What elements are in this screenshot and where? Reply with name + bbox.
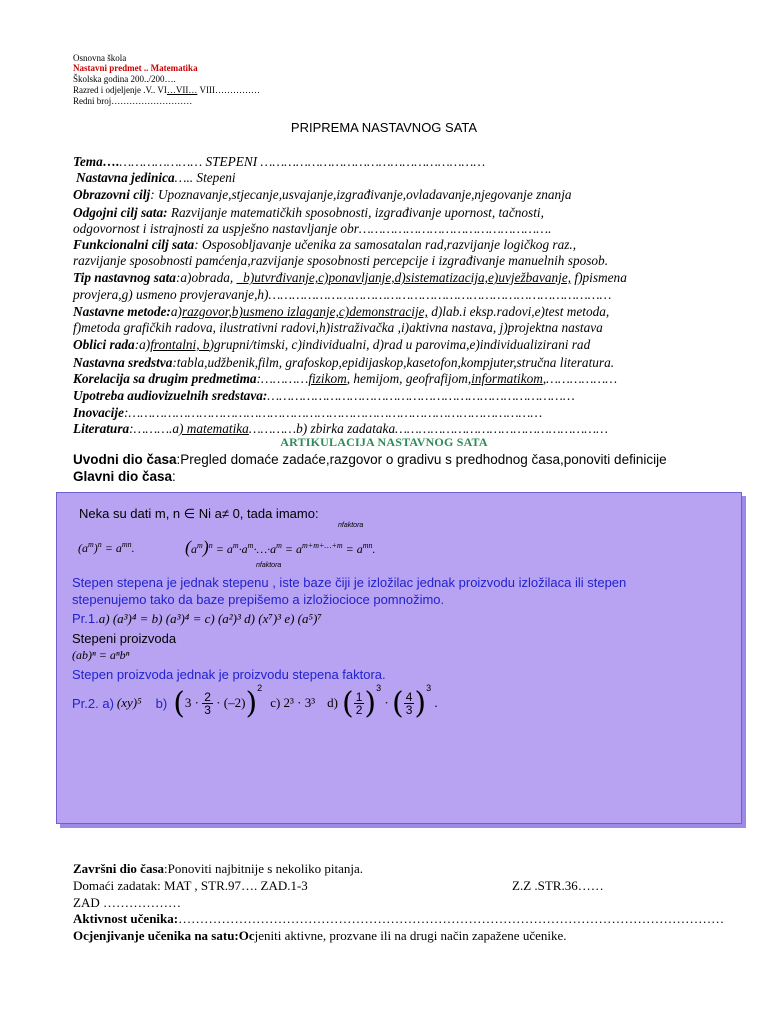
field-literatura: Literatura:……….a) matematika…………b) zbirka zadataka……………………………………………… xyxy=(73,421,608,436)
field-odgojni: Odgojni cilj sata: Razvijanje matematičkih sposobnosti, izgrađivanje upornost, tačnosti, xyxy=(73,205,544,220)
example-1: Pr.1.a) (a³)⁴ = b) (a³)⁴ = c) (a²)³ d) (x⁷)³ e) (a⁵)⁷ xyxy=(72,611,322,626)
theory-box xyxy=(56,492,742,824)
box-intro-line: Neka su dati m, n ∈ Ni a≠ 0, tada imamo: xyxy=(79,506,319,521)
field-oblici: Oblici rada:a)frontalni, b)grupni/timski, c)individualni, d)rad u parovima,e)individualizirani rad xyxy=(73,337,591,352)
activity-line: Aktivnost učenika:……………………………………………………………………………………………………………… xyxy=(73,911,725,926)
end-section: Završni dio časa:Ponoviti najbitnije s nekoliko pitanja. xyxy=(73,861,363,876)
intro-section: Uvodni dio časa:Pregled domaće zadaće,razgovor o gradivu s predhodnog časa,ponoviti definicije xyxy=(73,452,667,467)
field-funkcionalni-cont: razvijanje sposobnosti pamćenja,razvijanje sposobnosti percepcije i izgrađivanje manuelnih sposob. xyxy=(73,253,609,268)
field-odgojni-cont: odgovornost i istrajnosti za uspješno nastavljanje obr…………………………………………. xyxy=(73,221,552,236)
grade-line: Razred i odjeljenje .V.. VI…VII… VIII…………… xyxy=(73,85,260,95)
assessment-line: Ocjenjivanje učenika na satu:Ocjeniti aktivne, prozvane ili na drugi način zapažene učenike. xyxy=(73,928,567,943)
grade-selected: …VII… xyxy=(166,85,198,95)
field-tip: Tip nastavnog sata:a)obrada, _b)utvrđivanje,c)ponavljanje,d)sistematizacija,e)uvježbavanje, f)pismena xyxy=(73,270,627,285)
rule-product-power: Stepen proizvoda jednak je proizvodu stepena faktora. xyxy=(72,667,386,682)
field-tema: Tema….………………… STEPENI ………………………………………………… xyxy=(73,154,486,169)
articulation-heading: ARTIKULACIJA NASTAVNOG SATA xyxy=(280,435,488,449)
homework-zz: Z.Z .STR.36…… xyxy=(512,878,604,893)
field-upotreba: Upotreba audiovizuelnih sredstava:…………………………………………………………………… xyxy=(73,388,575,403)
nfaktora-bottom-label: nfaktora xyxy=(256,562,282,569)
field-metode: Nastavne metode:a)razgovor,b)usmeno izlaganje,c)demonstracije, d)lab.i eksp.radovi,e)test metoda, xyxy=(73,304,610,319)
field-funkcionalni: Funkcionalni cilj sata: Osposobljavanje učenika za samosatalan rad,razvijanje logičkog raz., xyxy=(73,237,577,252)
field-korelacija: Korelacija sa drugim predmetima:…………fizikom, hemijom, geofrafijom,informatikom,……………… xyxy=(73,371,618,386)
product-power-formula: (ab)ⁿ = aⁿbⁿ xyxy=(72,648,130,662)
example-2: Pr.2. a) (xy)⁵ b) ( 3 · $\frac{2}{3}$ · (–2) ) $^2$ c) 2³ · 3³ d) ( $\frac{1}{2}$ ) $^3$ · ( $\frac{4}{3}$ ) $^3$ . xyxy=(72,683,438,721)
field-jedinica: Nastavna jedinica….. Stepeni xyxy=(76,170,236,185)
homework-zad: ZAD ……………… xyxy=(73,895,181,910)
field-tip-cont: provjera,g) usmeno provjeravanje,h)…………………………………………………………………………… xyxy=(73,287,612,302)
serial-number: Redni broj……………………… xyxy=(73,96,193,106)
school-name: Osnovna škola xyxy=(73,53,127,63)
power-of-power-formula: $(a^m)^n = a^{mn}$. xyxy=(78,540,135,555)
product-power-heading: Stepeni proizvoda xyxy=(72,631,177,646)
subject-line: Nastavni predmet .. Matematika xyxy=(73,63,198,73)
field-sredstva: Nastavna sredstva:tabla,udžbenik,film, grafoskop,epidijaskop,kasetofon,kompjuter,stručna literatura. xyxy=(73,355,615,370)
doc-title: PRIPREMA NASTAVNOG SATA xyxy=(290,120,478,135)
field-metode-cont: f)metoda grafičkih radova, ilustrativni radovi,h)istraživačka ,i)aktivna nastava, j)projektna nastava xyxy=(73,320,603,335)
field-inovacije: Inovacije:…………………………………………………………………………………………… xyxy=(73,405,543,420)
expanded-power-formula: $(a^m)^n$ = $a^m\cdot a^m\cdot\dots\cdot a^m = a^{m+m+\dots+m} = a^{mn}$. xyxy=(185,537,376,557)
homework-line: Domaći zadatak: MAT , STR.97…. ZAD.1-3 xyxy=(73,878,308,893)
field-obrazovni: Obrazovni cilj: Upoznavanje,stjecanje,usvajanje,izgrađivanje,ovladavanje,njegovanje znanja xyxy=(73,187,572,202)
school-year: Školska godina 200../200…. xyxy=(73,74,176,84)
rule-power-of-power-cont: stepenujemo tako da baze prepišemo a izložiocioce pomnožimo. xyxy=(72,592,445,607)
main-section-label: Glavni dio časa: xyxy=(73,469,176,484)
rule-power-of-power: Stepen stepena je jednak stepenu , iste baze čiji je izložilac jednak proizvodu izložilaca ili stepen xyxy=(72,575,627,590)
nfaktora-top-label: nfaktora xyxy=(338,522,364,529)
